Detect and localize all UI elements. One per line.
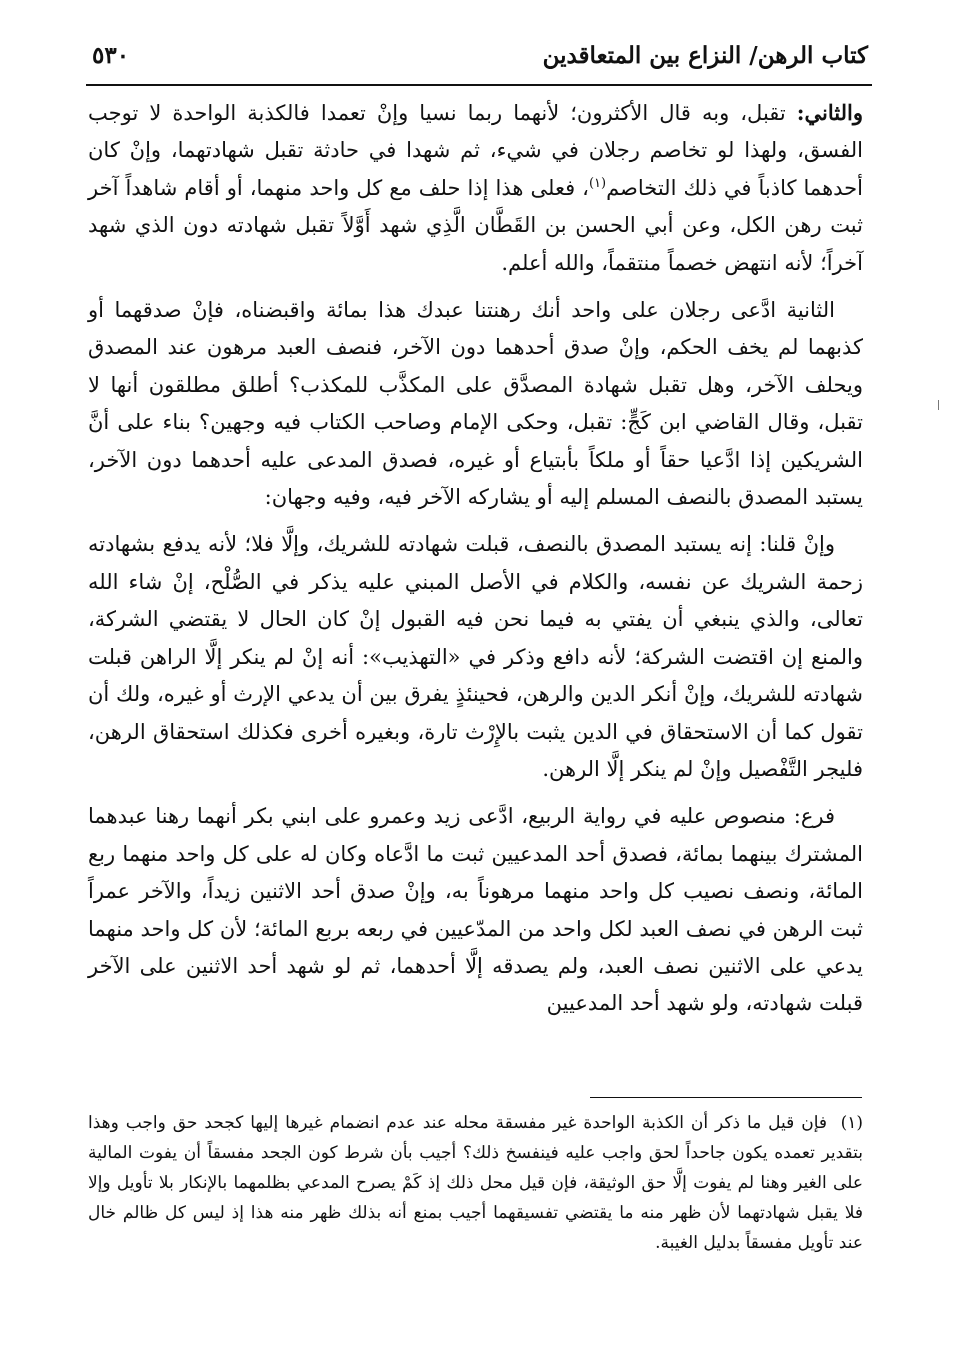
paragraph-4: فرع: منصوص عليه في رواية الربيع، ادَّعى زيد وعمرو على ابني بكر أنهما رهنا عبدهما المشترك بينهما بمائة، فصدق أحد المدعيين ثبت ما ادَّعاه وكان له على كل واحد منهما ربع المائة، ونصف نصيب كل واحد منهما مرهوناً به، وإنْ صدق أحد الاثنين زيداً، والآخر عمراً ثبت الرهن في نصف العبد لكل واحد من المدّعيين في ربعه بربع المائة؛ لأن كل واحد منهما يدعي على الاثنين نصف العبد، ولم يصدقه إلَّا أحدهما، ثم لو شهد أحد الاثنين على الآخر قبلت شهادته، ولو شهد أحد المدعيين	[88, 804, 863, 1016]
paragraph-lead: والثاني:	[796, 100, 863, 125]
paragraph-1	[88, 94, 863, 282]
footnote-rule	[590, 1097, 862, 1098]
main-text	[88, 94, 863, 1033]
paragraph-1-text-b: ، فعلى هذا إذا حلف مع كل واحد منهما، أو أقام شاهداً آخر ثبت رهن الكل، وعن أبي الحسن بن القَطَّان الَّذِي شهد أَوَّلاً تقبل شهادته دون الذي شهد آخراً؛ لأنه انتهض خصماً منتقماً، والله أعلم.	[88, 175, 863, 275]
paragraph-1-text-a: تقبل، وبه قال الأكثرون؛ لأنهما ربما نسيا وإنْ تعمدا فالكذبة الواحدة لا توجب الفسق، ولهذا لو تخاصم رجلان في شيء، ثم شهدا في حادثة تقبل شهادتهما، وإنْ كان أحدهما كاذباً في ذلك التخاصم	[88, 101, 863, 200]
paragraph-3: وإنْ قلنا: إنه يستبد المصدق بالنصف، قبلت شهادته للشريك، وإلَّا فلا؛ لأنه يدفع بشهادته زحمة الشريك عن نفسه، والكلام في الأصل المبني عليه يذكر في الصُّلْح، إنْ شاء الله تعالى، والذي ينبغي أن يفتي به فيما نحن فيه القبول إنْ كان الحال لا يقتضي الشركة، والمنع إن اقتضت الشركة؛ لأنه دافع وذكر في «التهذيب»: أنه إنْ لم ينكر إلَّا الراهن قبلت شهادته للشريك، وإنْ أنكر الدين والرهن، فحينئذٍ يفرق بين أن يدعي الإرث أو غيره، ولك أن تقول كما أن الاستحقاق في الدين يثبت بالإِرْث تارة، وبغيره أخرى فكذلك استحقاق الرهن، فليجر التَّفْصيل وإنْ لم ينكر إلَّا الرهن.	[88, 532, 863, 781]
footnote-text: فإن قيل ما ذكر أن الكذبة الواحدة غير مفسقة محله عند عدم انضمام غيرها إليها كجحد حق واجب وهذا بتقدير تعمده يكون جاحداً لحق واجب عليه فينفسخ ذلك؟ أجيب بأن شرط كون الجحد مفسقاً أن يفوت المالية على الغير وهنا لم يفوت إلَّا حق الوثيقة، فإن قيل محل ذلك إذ كَمْ يصرح المدعي بظلمهما بالإنكار بلا تأويل وإلا فلا يقبل شهادتهما لأن ظهر منه ما يقتضي تفسيقهما أجيب بمنع أنه بذلك ظهر منه هذا إذ ليس كل ظالم خال عند تأويل مفسقاً بدليل الغيبة.	[88, 1113, 863, 1253]
running-header	[92, 38, 868, 82]
margin-mark	[938, 400, 939, 410]
running-title: كتاب الرهن/ النزاع بين المتعاقدين	[542, 42, 868, 69]
footnote	[88, 1108, 863, 1258]
footnote-reference: (١)	[588, 175, 607, 191]
page-number: ٥٣٠	[92, 42, 130, 69]
header-rule	[86, 84, 872, 86]
footnote-marker: (١)	[840, 1113, 863, 1133]
paragraph-2: الثانية ادَّعى رجلان على واحد أنك رهنتنا عبدك هذا بمائة واقبضناه، فإنْ صدقهما أو كذبهما لم يخف الحكم، وإنْ صدق أحدهما دون الآخر، فنصف العبد مرهون عند المصدق ويحلف الآخر، وهل تقبل شهادة المصدَّق على المكذَّب للمكذب؟ أطلق مطلقون أنها لا تقبل، وقال القاضي ابن كَجٍّ: تقبل، وحكى الإمام وصاحب الكتاب فيه وجهين؟ بناء على أنَّ الشريكين إذا ادَّعيا حقاً أو ملكاً بأبتياع أو غيره، فصدق المدعى عليه أحدهما دون الآخر، يستبد المصدق بالنصف المسلم إليه أو يشاركه الآخر فيه، وفيه وجهان:	[88, 298, 863, 510]
